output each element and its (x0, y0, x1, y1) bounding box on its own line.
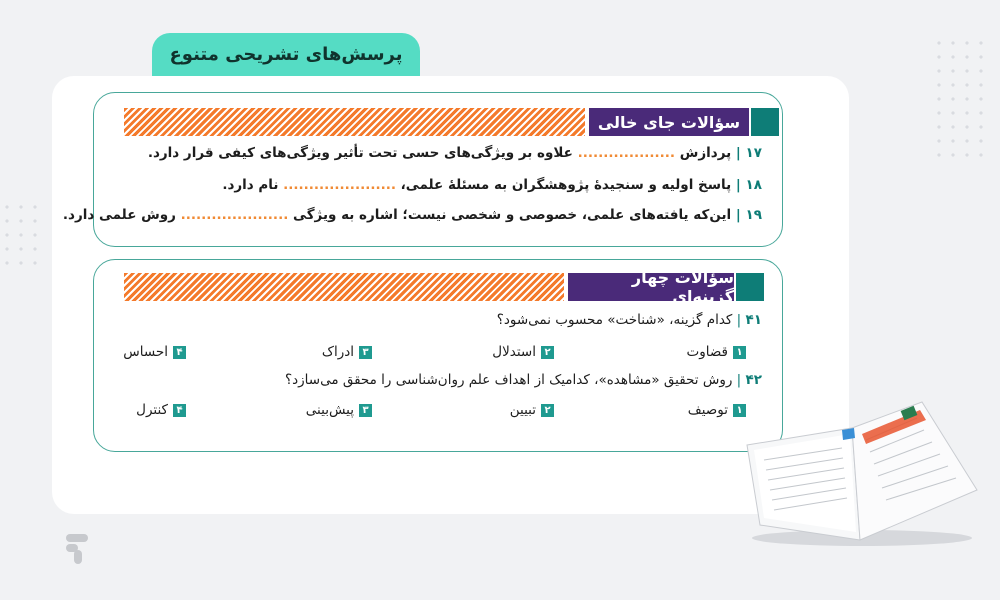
dot-pattern (0, 200, 40, 270)
question-text: کدام گزینه، «شناخت» محسوب نمی‌شود؟ (496, 312, 733, 328)
option-2[interactable] (492, 344, 554, 360)
option-label: تبیین (509, 402, 536, 418)
option-label: کنترل (136, 402, 168, 418)
option-number: ۳ (359, 346, 372, 359)
question-19: ۱۹ | این‌که یافته‌های علمی، خصوصی و شخصی نیست؛ اشاره به ویژگی ..................... روش علمی دارد. (62, 207, 762, 223)
section-header (124, 108, 779, 136)
question-number: ۴۲ (745, 372, 762, 388)
publisher-logo (62, 530, 92, 570)
blank-line: ...................... (283, 177, 396, 193)
dot-pattern (932, 36, 992, 166)
header-square (736, 273, 764, 301)
multiple-choice-section (93, 259, 783, 452)
question-42: ۴۲ | روش تحقیق «مشاهده»، کدامیک از اهداف علم روان‌شناسی را محقق می‌سازد؟ (284, 372, 762, 388)
option-label: ادراک (321, 344, 354, 360)
option-1[interactable] (686, 344, 746, 360)
header-stripe (124, 108, 585, 136)
option-label: احساس (123, 344, 168, 360)
option-1[interactable] (688, 402, 746, 418)
question-number: ۱۹ (745, 207, 762, 223)
option-number: ۴ (173, 404, 186, 417)
header-stripe (124, 273, 564, 301)
question-text: پاسخ اولیه و سنجیدهٔ پژوهشگران به مسئلهٔ علمی، (400, 177, 732, 193)
question-number: ۱۸ (745, 177, 762, 193)
option-4[interactable] (123, 344, 186, 360)
option-number: ۳ (359, 404, 372, 417)
option-number: ۲ (541, 346, 554, 359)
section-title: سؤالات جای خالی (589, 108, 749, 136)
option-label: توصیف (687, 402, 728, 418)
section-header (124, 268, 764, 306)
question-text: نام دارد. (222, 177, 279, 193)
question-text: پردازش (679, 145, 732, 161)
section-tab-title: پرسش‌های تشریحی متنوع (152, 33, 420, 76)
blank-line: ................... (577, 145, 676, 161)
option-number: ۱ (733, 404, 746, 417)
option-3[interactable] (322, 344, 372, 360)
blank-line: ..................... (180, 207, 289, 223)
question-text: روش تحقیق «مشاهده»، کدامیک از اهداف علم روان‌شناسی را محقق می‌سازد؟ (284, 372, 733, 388)
option-number: ۱ (733, 346, 746, 359)
option-label: استدلال (492, 344, 536, 360)
question-18: ۱۸ | پاسخ اولیه و سنجیدهٔ پژوهشگران به مسئلهٔ علمی، ...................... نام دارد. (222, 177, 762, 193)
option-4[interactable] (136, 402, 186, 418)
question-text: روش علمی دارد. (62, 207, 176, 223)
option-2[interactable] (510, 402, 554, 418)
question-text: این‌که یافته‌های علمی، خصوصی و شخصی نیست؛ اشاره به ویژگی (293, 207, 732, 223)
question-number: ۴۱ (745, 312, 762, 328)
question-text: علاوه بر ویژگی‌های حسی تحت تأثیر ویژگی‌های کیفی قرار دارد. (147, 145, 573, 161)
open-book-illustration (742, 390, 982, 550)
option-number: ۲ (541, 404, 554, 417)
option-label: قضاوت (686, 344, 728, 360)
question-41: ۴۱ | کدام گزینه، «شناخت» محسوب نمی‌شود؟ (496, 312, 762, 328)
header-square (751, 108, 779, 136)
option-label: پیش‌بینی (305, 402, 354, 418)
section-title: سؤالات چهار گزینه‌ای (568, 273, 734, 301)
question-17: ۱۷ | پردازش ................... علاوه بر ویژگی‌های حسی تحت تأثیر ویژگی‌های کیفی قرار دارد. (147, 145, 762, 161)
question-number: ۱۷ (745, 145, 762, 161)
fill-blank-section (62, 92, 783, 247)
option-number: ۴ (173, 346, 186, 359)
option-3[interactable] (306, 402, 372, 418)
